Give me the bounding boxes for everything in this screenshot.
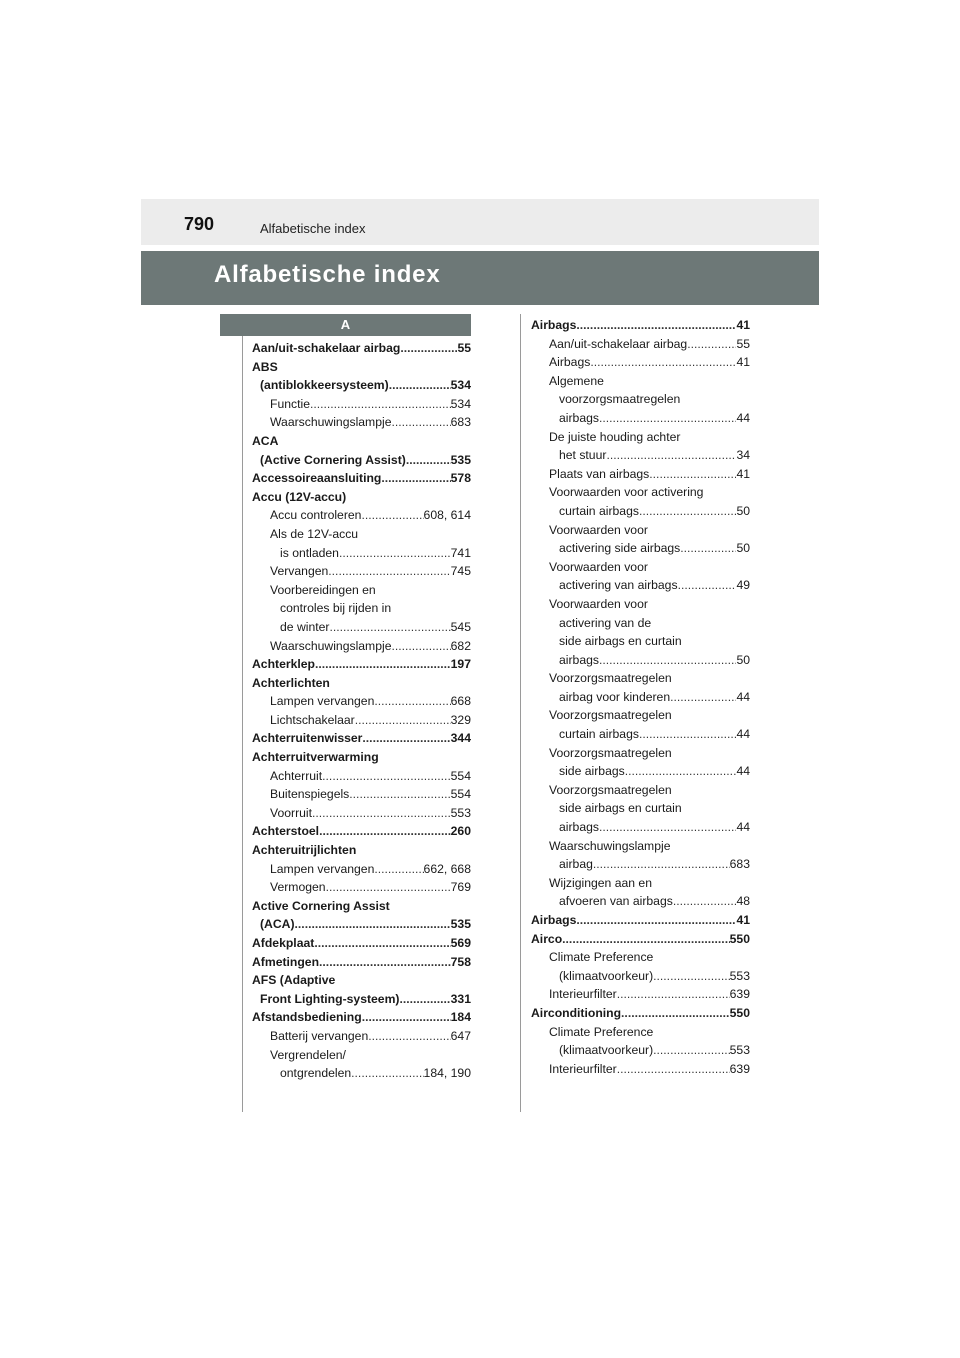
index-entry-term: Achteruitrijlichten: [252, 843, 357, 858]
index-entry: [531, 950, 750, 969]
index-entry-term: Front Lighting-systeem): [260, 991, 400, 1006]
index-entry-term: Interieurfilter: [549, 987, 617, 1002]
index-entry-page: 745: [450, 564, 471, 579]
index-entry: [252, 880, 471, 899]
dot-leader: [649, 467, 736, 481]
index-entry-page: 49: [736, 578, 750, 593]
index-entry-page: 184, 190: [423, 1066, 471, 1081]
index-entry-term: Afstandsbediening: [252, 1010, 362, 1025]
index-entry-page: 608, 614: [423, 508, 471, 523]
index-entry: [252, 453, 471, 472]
index-entry: [252, 787, 471, 806]
index-entry-page: 668: [450, 694, 471, 709]
dot-leader: [351, 1066, 423, 1080]
index-entry-page: 44: [736, 689, 750, 704]
dot-leader: [368, 1029, 450, 1043]
index-column-right: [531, 318, 750, 1080]
index-entry-term: Climate Preference: [549, 1024, 654, 1039]
index-entry: [252, 750, 471, 769]
index-entry-term: Voorzorgsmaatregelen: [549, 782, 672, 797]
index-entry: [531, 653, 750, 672]
index-entry-term: Voorbereidingen en: [270, 582, 376, 597]
column-rule-right: [520, 314, 521, 1112]
index-entry-term: Plaats van airbags: [549, 466, 650, 481]
section-letter-tab: A: [220, 314, 471, 336]
index-entry-term: Achterruitenwisser: [252, 731, 363, 746]
index-entry: [531, 523, 750, 542]
index-entry-term: Waarschuwingslampje: [270, 415, 392, 430]
index-entry: [252, 508, 471, 527]
index-entry-page: 50: [736, 503, 750, 518]
dot-leader: [391, 415, 450, 429]
dot-leader: [599, 820, 736, 834]
index-entry-term: (antiblokkeersysteem): [260, 378, 389, 393]
index-entry: [252, 397, 471, 416]
index-entry-page: 41: [736, 466, 750, 481]
index-entry: [252, 899, 471, 918]
index-entry-term: het stuur: [559, 448, 607, 463]
dot-leader: [576, 913, 736, 927]
index-entry: [252, 731, 471, 750]
index-entry: [531, 932, 750, 951]
index-entry-term: Afdekplaat: [252, 936, 315, 950]
index-entry: [531, 764, 750, 783]
index-entry: [531, 1025, 750, 1044]
dot-leader: [295, 917, 451, 931]
index-entry: [531, 634, 750, 653]
index-entry-term: is ontladen: [280, 545, 339, 560]
index-entry: [252, 1048, 471, 1067]
index-entry-page: 534: [450, 396, 471, 411]
index-entry-page: 535: [450, 917, 471, 932]
dot-leader: [322, 769, 451, 783]
index-entry-term: Accu (12V-accu): [252, 489, 347, 504]
index-entry-term: activering side airbags: [559, 541, 681, 556]
dot-leader: [599, 653, 736, 667]
index-entry-term: Functie: [270, 396, 310, 411]
index-entry: [531, 1062, 750, 1081]
index-entry: [252, 415, 471, 434]
index-entry-term: Airbags: [531, 318, 577, 332]
index-entry: [531, 1006, 750, 1025]
dot-leader: [653, 969, 730, 983]
index-entry: [531, 746, 750, 765]
index-entry: [531, 597, 750, 616]
index-entry-term: Lampen vervangen: [270, 694, 375, 709]
dot-leader: [399, 992, 450, 1006]
index-entry-term: Aan/uit-schakelaar airbag: [549, 336, 688, 351]
running-title: Alfabetische index: [260, 221, 366, 236]
dot-leader: [389, 378, 451, 392]
index-entry-page: 553: [729, 968, 750, 983]
dot-leader: [678, 578, 737, 592]
index-entry-term: activering van airbags: [559, 578, 678, 593]
index-entry-page: 41: [736, 355, 750, 370]
index-entry-term: (ACA): [260, 917, 295, 932]
index-entry-page: 344: [450, 731, 471, 746]
index-entry-term: Batterij vervangen: [270, 1028, 369, 1043]
index-entry-term: Voorwaarden voor: [549, 522, 648, 537]
index-entry: [252, 936, 471, 955]
index-entry-page: 553: [450, 805, 471, 820]
dot-leader: [670, 690, 736, 704]
dot-leader: [606, 448, 736, 462]
index-entry-term: airbags: [559, 652, 599, 667]
index-entry-term: Aan/uit-schakelaar airbag: [252, 341, 401, 355]
index-entry-page: 550: [729, 1005, 750, 1020]
index-entry-term: curtain airbags: [559, 503, 639, 518]
index-entry-page: 534: [450, 378, 471, 393]
dot-leader: [310, 397, 451, 411]
index-entry: [252, 917, 471, 936]
index-entry-term: Voorzorgsmaatregelen: [549, 671, 672, 686]
index-entry-page: 741: [450, 545, 471, 560]
index-entry: [531, 783, 750, 802]
index-entry-term: Vermogen: [270, 880, 326, 895]
index-entry-term: Vervangen: [270, 564, 329, 579]
index-entry-page: 769: [450, 880, 471, 895]
index-entry-page: 683: [450, 415, 471, 430]
dot-leader: [639, 504, 736, 518]
index-entry-page: 535: [450, 452, 471, 467]
index-entry: [252, 620, 471, 639]
index-entry-term: Voorwaarden voor activering: [549, 485, 704, 500]
index-entry-term: Vergrendelen/: [270, 1047, 346, 1062]
index-entry-page: 48: [736, 894, 750, 909]
index-entry-term: Achterlichten: [252, 675, 330, 690]
dot-leader: [599, 411, 736, 425]
dot-leader: [339, 546, 451, 560]
index-entry-page: 44: [736, 764, 750, 779]
index-entry-page: 55: [736, 336, 750, 351]
index-entry-term: Airbags: [531, 913, 577, 927]
index-entry-term: afvoeren van airbags: [559, 894, 673, 909]
index-entry-term: (Active Cornering Assist): [260, 452, 406, 467]
index-entry-page: 758: [450, 954, 471, 969]
index-entry-page: 553: [729, 1043, 750, 1058]
index-entry: [531, 820, 750, 839]
index-entry-page: 44: [736, 410, 750, 425]
dot-leader: [406, 453, 451, 467]
index-entry: [252, 955, 471, 974]
index-entry-page: 50: [736, 541, 750, 556]
dot-leader: [576, 318, 736, 332]
index-entry: [252, 434, 471, 453]
index-entry-term: side airbags: [559, 764, 625, 779]
index-entry-term: (klimaatvoorkeur): [559, 968, 654, 983]
index-entry: [252, 527, 471, 546]
index-entry-page: 569: [450, 936, 471, 950]
index-entry-term: ontgrendelen: [280, 1066, 352, 1081]
index-entry: [252, 676, 471, 695]
dot-leader: [617, 1062, 730, 1076]
index-entry-term: curtain airbags: [559, 727, 639, 742]
index-entry-term: Climate Preference: [549, 950, 654, 965]
index-entry-term: Algemene: [549, 373, 604, 388]
index-entry: [252, 490, 471, 509]
index-entry: [531, 430, 750, 449]
index-entry: [531, 337, 750, 356]
dot-leader: [653, 1043, 730, 1057]
index-entry-page: 554: [450, 787, 471, 802]
index-entry: [252, 1010, 471, 1029]
index-entry: [531, 857, 750, 876]
index-entry-term: Airconditioning: [531, 1005, 622, 1020]
index-column-left: [252, 341, 471, 1085]
index-entry-page: 197: [450, 657, 471, 672]
index-entry: [252, 564, 471, 583]
dot-leader: [625, 764, 737, 778]
index-entry: [531, 727, 750, 746]
index-entry-term: Als de 12V-accu: [270, 526, 359, 541]
index-entry: [531, 541, 750, 560]
index-entry: [252, 639, 471, 658]
index-entry-term: Buitenspiegels: [270, 787, 350, 802]
index-entry: [531, 690, 750, 709]
dot-leader: [355, 713, 451, 727]
index-entry-term: airbags: [559, 820, 599, 835]
dot-leader: [312, 806, 451, 820]
index-entry-term: ABS: [252, 359, 278, 374]
index-entry: [531, 801, 750, 820]
index-entry: [531, 708, 750, 727]
index-entry-term: De juiste houding achter: [549, 429, 681, 444]
index-entry-page: 184: [450, 1010, 471, 1025]
dot-leader: [315, 657, 451, 671]
index-entry: [252, 360, 471, 379]
index-entry: [531, 504, 750, 523]
index-entry-term: airbag voor kinderen: [559, 689, 671, 704]
index-entry: [531, 913, 750, 932]
index-entry-term: Lichtschakelaar: [270, 712, 355, 727]
index-entry: [252, 806, 471, 825]
dot-leader: [639, 727, 736, 741]
dot-leader: [362, 1010, 451, 1024]
index-entry: [531, 876, 750, 895]
index-entry: [252, 694, 471, 713]
index-entry: [531, 894, 750, 913]
index-entry-page: 554: [450, 768, 471, 783]
index-entry: [252, 601, 471, 620]
index-entry-page: 683: [729, 857, 750, 872]
index-entry-page: 34: [736, 448, 750, 463]
page-number: 790: [184, 214, 215, 234]
index-entry-term: Achterruitverwarming: [252, 750, 379, 765]
dot-leader: [374, 862, 423, 876]
index-entry-term: Voorwaarden voor: [549, 596, 648, 611]
index-entry-page: 44: [736, 727, 750, 742]
index-entry-term: Voorwaarden voor: [549, 559, 648, 574]
index-entry-page: 662, 668: [423, 861, 471, 876]
index-entry-term: Waarschuwingslampje: [549, 838, 671, 853]
index-entry: [531, 560, 750, 579]
dot-leader: [381, 471, 450, 485]
index-entry-page: 44: [736, 820, 750, 835]
index-entry-term: de winter: [280, 619, 330, 634]
index-entry-term: ACA: [252, 433, 279, 448]
index-entry-term: controles bij rijden in: [280, 601, 392, 616]
index-entry-term: (klimaatvoorkeur): [559, 1043, 654, 1058]
dot-leader: [361, 508, 423, 522]
column-rule-left: [242, 336, 243, 1112]
index-entry: [531, 616, 750, 635]
dot-leader: [349, 787, 450, 801]
index-entry-page: 647: [450, 1028, 471, 1043]
index-entry: [531, 411, 750, 430]
index-entry-term: Active Cornering Assist: [252, 898, 390, 913]
index-entry: [252, 973, 471, 992]
index-entry-term: AFS (Adaptive: [252, 973, 336, 988]
index-entry-term: Voorzorgsmaatregelen: [549, 745, 672, 760]
index-entry-page: 55: [457, 341, 471, 355]
index-entry-page: 331: [450, 991, 471, 1006]
index-entry-term: Accessoireaansluiting: [252, 471, 382, 486]
index-entry-term: Voorruit: [270, 805, 313, 820]
index-entry: [252, 378, 471, 397]
dot-leader: [590, 355, 736, 369]
index-entry: [531, 839, 750, 858]
dot-leader: [328, 564, 450, 578]
dot-leader: [680, 541, 736, 555]
dot-leader: [329, 620, 450, 634]
index-entry-page: 41: [736, 913, 750, 927]
dot-leader: [314, 936, 450, 950]
index-entry: [252, 824, 471, 843]
index-entry-page: 682: [450, 638, 471, 653]
index-entry-term: Waarschuwingslampje: [270, 638, 392, 653]
index-entry: [531, 969, 750, 988]
index-entry-page: 639: [729, 987, 750, 1002]
index-entry-page: 578: [450, 471, 471, 486]
dot-leader: [362, 731, 450, 745]
index-entry: [531, 485, 750, 504]
index-entry-page: 50: [736, 652, 750, 667]
index-entry-term: Airbags: [549, 355, 591, 370]
index-entry: [252, 1029, 471, 1048]
index-entry: [531, 355, 750, 374]
index-entry: [252, 862, 471, 881]
dot-leader: [593, 857, 730, 871]
index-entry-term: Wijzigingen aan en: [549, 875, 652, 890]
index-entry-term: Accu controleren: [270, 508, 362, 523]
index-entry-term: Interieurfilter: [549, 1061, 617, 1076]
index-entry: [531, 578, 750, 597]
index-entry-term: side airbags en curtain: [559, 634, 682, 649]
index-entry-term: Voorzorgsmaatregelen: [549, 708, 672, 723]
dot-leader: [687, 337, 736, 351]
header-band: [141, 199, 819, 245]
index-entry: [252, 713, 471, 732]
index-entry: [252, 1066, 471, 1085]
index-entry: [252, 471, 471, 490]
dot-leader: [319, 955, 451, 969]
dot-leader: [326, 880, 451, 894]
index-entry-term: voorzorgsmaatregelen: [559, 392, 681, 407]
index-entry-page: 41: [736, 318, 750, 332]
index-entry-term: airbags: [559, 410, 599, 425]
index-entry: [252, 769, 471, 788]
index-entry: [531, 987, 750, 1006]
index-entry-term: Achterruit: [270, 768, 323, 783]
index-entry: [531, 671, 750, 690]
index-entry: [252, 583, 471, 602]
index-entry-page: 639: [729, 1061, 750, 1076]
index-entry: [252, 657, 471, 676]
index-entry: [252, 992, 471, 1011]
index-entry-page: 329: [450, 712, 471, 727]
index-entry-term: Achterklep: [252, 657, 315, 672]
index-entry: [531, 448, 750, 467]
index-entry-term: side airbags en curtain: [559, 801, 682, 816]
index-entry: [252, 341, 471, 360]
dot-leader: [621, 1006, 730, 1020]
index-entry: [531, 318, 750, 337]
index-entry-term: airbag: [559, 857, 593, 872]
index-entry: [531, 1043, 750, 1062]
index-entry-page: 260: [450, 824, 471, 839]
dot-leader: [374, 694, 450, 708]
index-entry-term: Lampen vervangen: [270, 861, 375, 876]
index-entry-term: Afmetingen: [252, 954, 320, 969]
index-entry: [531, 392, 750, 411]
dot-leader: [319, 824, 451, 838]
index-entry-term: Airco: [531, 931, 563, 946]
page-title: Alfabetische index: [214, 261, 441, 288]
index-entry: [252, 843, 471, 862]
dot-leader: [400, 341, 457, 355]
index-entry-page: 545: [450, 619, 471, 634]
dot-leader: [673, 894, 737, 908]
dot-leader: [617, 987, 730, 1001]
index-entry: [531, 374, 750, 393]
index-entry: [531, 467, 750, 486]
index-entry-page: 550: [729, 931, 750, 946]
index-entry: [252, 546, 471, 565]
index-entry-term: Achterstoel: [252, 824, 320, 839]
dot-leader: [562, 932, 730, 946]
dot-leader: [391, 639, 450, 653]
index-entry-term: activering van de: [559, 615, 652, 630]
